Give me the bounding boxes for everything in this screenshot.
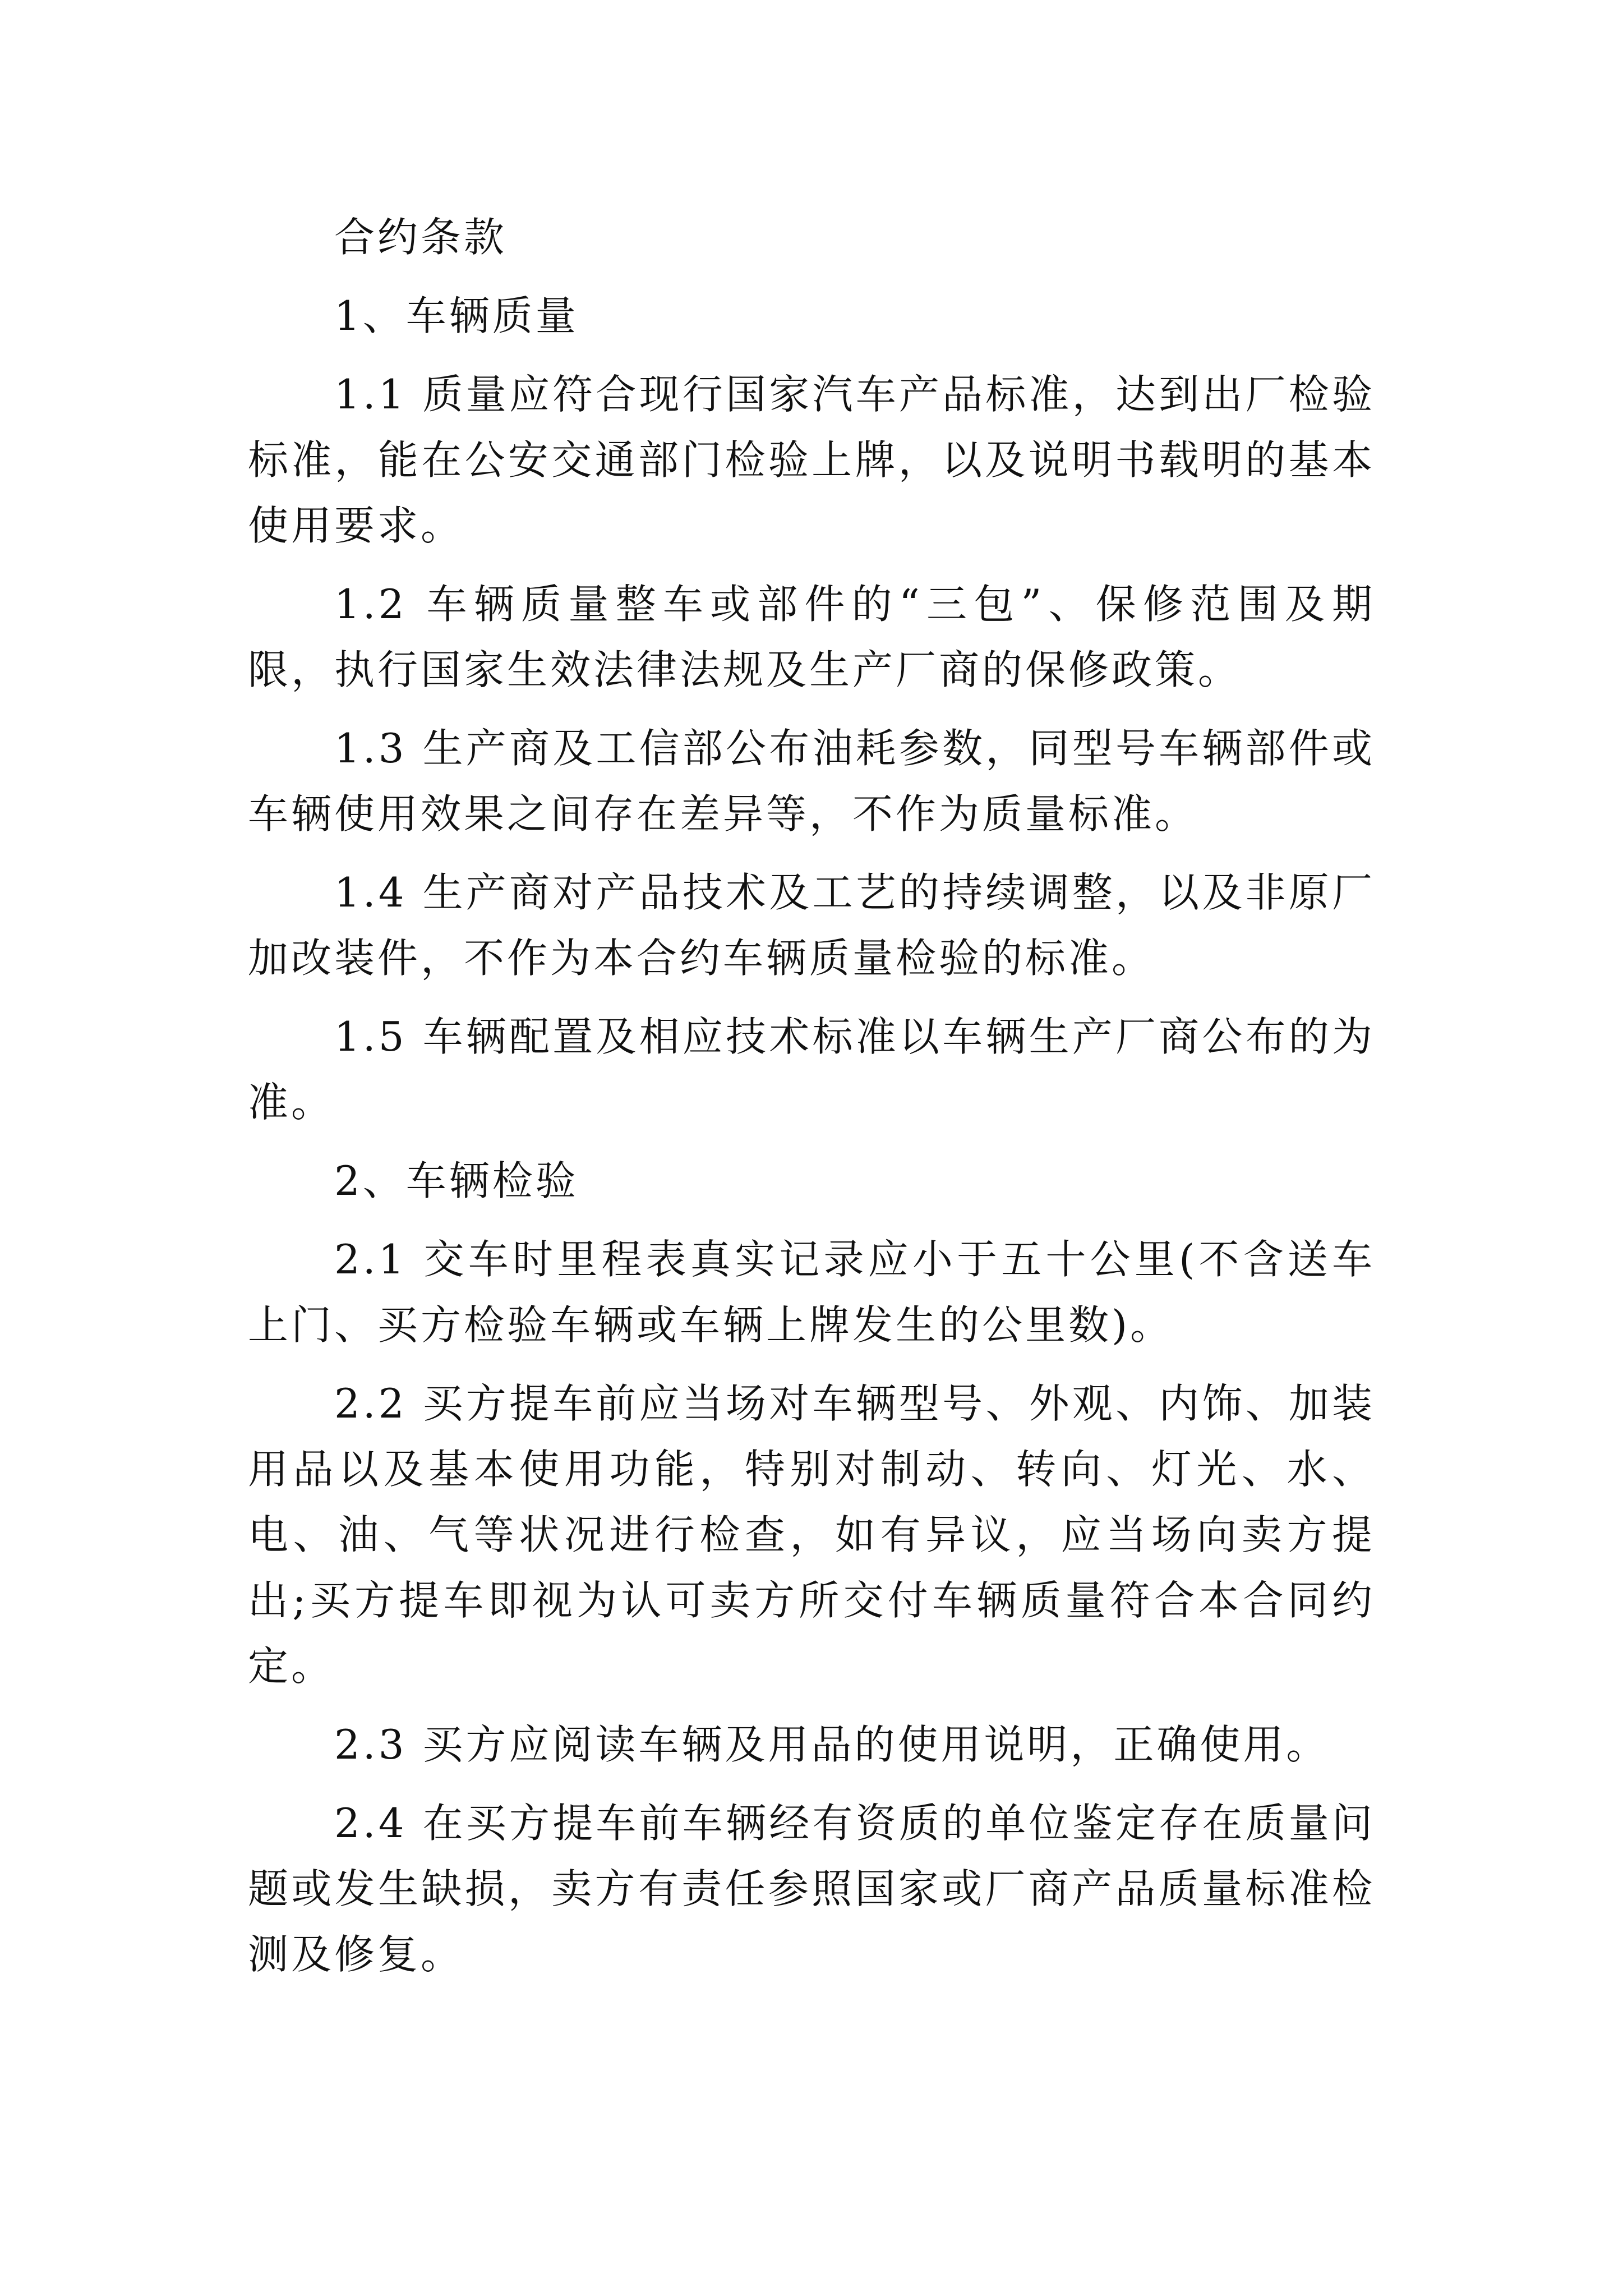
document-title: 合约条款: [334, 214, 508, 261]
clause-2-1: 2.1 交车时里程表真实记录应小于五十公里(不含送车上门、买方检验车辆或车辆上牌发生的公里数)。: [248, 1236, 1375, 1349]
clause-1-4: 1.4 生产商对产品技术及工艺的持续调整，以及非原厂加改装件，不作为本合约车辆质量检验的标准。: [248, 869, 1375, 982]
document-body: [248, 205, 1375, 2000]
clause-2-4: 2.4 在买方提车前车辆经有资质的单位鉴定存在质量问题或发生缺损，卖方有责任参照国家或厂商产品质量标准检测及修复。: [248, 1800, 1375, 1978]
clause-1-1: 1.1 质量应符合现行国家汽车产品标准，达到出厂检验标准，能在公安交通部门检验上牌，以及说明书载明的基本使用要求。: [248, 371, 1375, 549]
clause-2-2: 2.2 买方提车前应当场对车辆型号、外观、内饰、加装用品以及基本使用功能，特别对制动、转向、灯光、水、电、油、气等状况进行检查，如有异议，应当场向卖方提出;买方提车即视为认可卖方所交付车辆质量符合本合同约定。: [248, 1380, 1375, 1690]
clause-1-5: 1.5 车辆配置及相应技术标准以车辆生产厂商公布的为准。: [248, 1013, 1375, 1126]
clause-1-2: 1.2 车辆质量整车或部件的“三包”、保修范围及期限，执行国家生效法律法规及生产厂商的保修政策。: [248, 581, 1375, 693]
clause-1-3: 1.3 生产商及工信部公布油耗参数，同型号车辆部件或车辆使用效果之间存在差异等，不作为质量标准。: [248, 725, 1375, 838]
clause-2-3: 2.3 买方应阅读车辆及用品的使用说明，正确使用。: [334, 1721, 1330, 1768]
section-heading-vehicle-quality: 1、车辆质量: [334, 292, 579, 339]
section-heading-vehicle-inspection: 2、车辆检验: [334, 1157, 579, 1204]
